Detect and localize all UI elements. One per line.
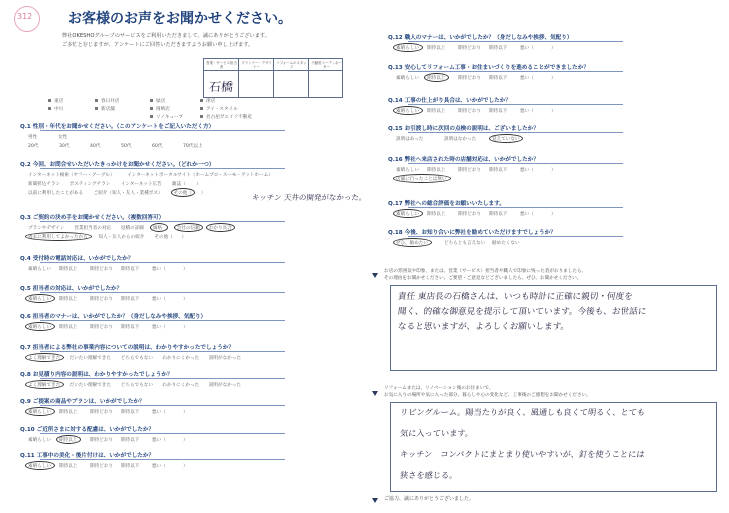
left_questions-q8-option[interactable]: よく理解できた <box>28 383 61 388</box>
staff-header: リフォームのスタッフ <box>276 61 307 70</box>
left_questions-q7-option[interactable]: 説明がなかった <box>208 356 241 361</box>
left_questions-q5-option[interactable]: 素晴らしい <box>28 297 51 302</box>
left_questions-q3-option[interactable]: 価格 <box>152 226 162 231</box>
left_questions-q10-underline <box>40 433 285 434</box>
shop-label: アイ・スタイル <box>206 107 238 112</box>
right_questions-q4-underline <box>408 132 623 133</box>
left_questions-q6-option[interactable]: 素晴らしい <box>28 325 51 330</box>
shop-checkbox[interactable] <box>150 99 153 102</box>
right_questions-q4-selected-mark <box>489 134 523 143</box>
left_questions-q11-label: Q.11 工事中の美化・後片付けは、いかがでしたか？ <box>20 453 155 459</box>
left_questions-q2-option[interactable]: その他（ <box>173 191 192 196</box>
left_questions-q2-option[interactable]: ポスティングチラシ <box>69 182 111 187</box>
comment1-prompt-1: お店の雰囲気や印象、または、営業（サービス）担当者や職人で印象に残った者がおりましたら、 <box>384 269 587 274</box>
left_questions-q6-option[interactable]: 悪い（ <box>152 325 166 330</box>
left_questions-q11-option[interactable]: 期待以下 <box>121 464 140 469</box>
left_questions-q9-option[interactable]: 期待どおり <box>90 410 113 415</box>
right_questions-q3-option[interactable]: 期待以下 <box>489 109 508 114</box>
left_questions-q3-option[interactable]: 知人・友人からの紹介 <box>98 235 145 240</box>
left_questions-q1-option[interactable]: 30代 <box>59 144 70 149</box>
left_questions-q3-option[interactable]: プランやデザイン <box>28 226 65 231</box>
left_questions-q6-selected-mark <box>25 322 55 331</box>
right_questions-q5-option[interactable]: 期待どおり <box>458 168 481 173</box>
staff-header-rule <box>203 70 343 71</box>
right_questions-q1-option[interactable]: 期待以下 <box>489 46 508 51</box>
right_questions-q3-option[interactable]: 期待以上 <box>427 109 446 114</box>
right_questions-q6-option[interactable]: 期待以上 <box>427 212 446 217</box>
left_questions-q2-option[interactable]: ） <box>200 191 206 196</box>
right_questions-q4-option[interactable]: 説明はなかった <box>444 137 477 142</box>
left_questions-q1-option[interactable]: 男性 <box>28 135 38 140</box>
shop-label: リノキューブ <box>156 115 183 120</box>
right_questions-q1-option[interactable]: 素晴らしい <box>396 46 419 51</box>
shop-label: 津店 <box>206 99 216 104</box>
left_questions-q1-option[interactable]: 20代 <box>28 144 39 149</box>
stamp-number: 312 <box>17 12 33 21</box>
left_questions-q4-underline <box>40 262 285 263</box>
left_questions-q3-option[interactable]: 過去に利用してよかったから <box>28 235 88 240</box>
left_questions-q4-option[interactable]: 期待以下 <box>121 267 140 272</box>
right_questions-q3-selected-mark <box>393 106 423 115</box>
right_questions-q7-selected-mark <box>393 238 432 247</box>
shop-label: 岡崎店 <box>156 107 170 112</box>
left_questions-q11-selected-mark <box>25 461 55 470</box>
staff-divider <box>238 58 239 98</box>
left_questions-q6-option[interactable]: 期待以下 <box>121 325 140 330</box>
left_questions-q3-selected-mark <box>174 223 204 232</box>
right_questions-q2-option[interactable]: ） <box>551 76 556 81</box>
right_questions-q2-selected-mark <box>424 73 449 82</box>
comment2-handwritten-line: 狭さを感じる。 <box>399 470 458 480</box>
shop-checkbox[interactable] <box>200 115 203 118</box>
left_questions-q10-option[interactable]: 悪い（ <box>152 438 166 443</box>
left_questions-q8-label: Q.8 お見積り内容の説明は、わかりやすかったでしょうか？ <box>20 372 173 378</box>
shop-checkbox[interactable] <box>48 99 51 102</box>
left_questions-q1-option[interactable]: 70代以上 <box>183 144 203 149</box>
left_questions-q7-label: Q.7 担当者による弊社の事業内容についての説明は、わかりやすかったでしょうか？ <box>20 345 234 351</box>
q2-other-handwritten: キッチン 天井の開発がなかった。 <box>251 193 367 202</box>
right_questions-q2-option[interactable]: 期待以上 <box>427 76 446 81</box>
left_questions-q6-option[interactable]: ） <box>183 325 188 330</box>
left_questions-q7-selected-mark <box>25 353 64 362</box>
right_questions-q6-selected-mark <box>393 209 423 218</box>
shop-label: 名古屋ガエイソ不動産 <box>206 115 252 120</box>
left_questions-q10-selected-mark <box>56 435 81 444</box>
left_questions-q11-option[interactable]: 素晴らしい <box>28 464 51 469</box>
comment2-prompt-1: リフォームまたは、リノベーション後のお住まいで、 <box>384 386 494 391</box>
staff-divider <box>273 58 274 98</box>
left_questions-q7-option[interactable]: どちらでもない <box>120 356 153 361</box>
staff-name-handwritten: 石橋 <box>208 80 234 94</box>
right_questions-q7-option[interactable]: どちらとも言えない <box>444 241 486 246</box>
left_questions-q2-option[interactable]: インターネットポータルサイト（ホームプロ・スーモ・アットホーム） <box>127 173 273 178</box>
right_questions-q7-option[interactable]: 勧めたくない <box>492 241 520 246</box>
left_questions-q2-option[interactable]: 新聞折込チラシ <box>28 182 61 187</box>
comment1-handwritten-line: 聞く、的確な御意見を提示して頂いています。今後も、お世話に <box>397 307 647 317</box>
left_questions-q10-label: Q.10 ご近所さまに対する配慮は、いかがでしたか？ <box>20 427 155 433</box>
left_questions-q8-option[interactable]: 説明がなかった <box>208 383 241 388</box>
right_questions-q5-option[interactable]: 悪い（ <box>520 168 534 173</box>
comment1-handwritten-line: なると思いますが、よろしくお願いします。 <box>397 322 570 332</box>
right_questions-q4-label: Q.15 お引渡し時に次回の点検の説明は、ございましたか？ <box>388 126 539 132</box>
right_questions-q3-option[interactable]: 悪い（ <box>520 109 534 114</box>
shop-label: 春日井店 <box>101 99 120 104</box>
right_questions-q1-underline <box>408 41 623 42</box>
left_questions-q3-selected-mark <box>206 223 236 232</box>
left_questions-q2-selected-mark <box>171 188 196 197</box>
right_questions-q5-option[interactable]: 素晴らしい <box>396 168 419 173</box>
right_questions-q3-option[interactable]: 素晴らしい <box>396 109 419 114</box>
left_questions-q2-option[interactable]: 雑誌（ <box>172 182 186 187</box>
left_questions-q4-option[interactable]: 期待以上 <box>59 267 78 272</box>
left_questions-q11-underline <box>40 459 285 460</box>
shop-label: 東店 <box>54 99 64 104</box>
right_questions-q1-label: Q.12 職人のマナーは、いかがでしたか？（身だしなみや挨拶、気配り） <box>388 35 573 41</box>
right_questions-q2-underline <box>408 71 623 72</box>
right_questions-q4-option[interactable]: 説明はあった <box>396 137 424 142</box>
comment2-handwritten-line: リビングルーム。陽当たりが良く、風通しも良くて明るく、とても <box>399 407 646 417</box>
right_questions-q7-option[interactable]: ぜひ、勧めたい <box>396 241 428 246</box>
left_questions-q6-option[interactable]: 期待どおり <box>90 325 113 330</box>
left_questions-q10-option[interactable]: 期待以下 <box>121 438 140 443</box>
left_questions-q5-option[interactable]: 悪い（ <box>152 297 166 302</box>
right_questions-q5-selected-mark <box>393 174 451 183</box>
right_questions-q1-option[interactable]: 悪い（ <box>520 46 534 51</box>
shop-checkbox[interactable] <box>150 107 153 110</box>
left_questions-q2-label: Q.2 今回、お問合せいただいたきっかけをお聞かせください。（どれか一つ） <box>20 162 215 168</box>
left_questions-q10-option[interactable]: 期待以上 <box>59 438 78 443</box>
right_questions-q7-underline <box>408 236 623 237</box>
left_questions-q5-option[interactable]: 期待以下 <box>121 297 140 302</box>
left_questions-q11-option[interactable]: 期待以上 <box>59 464 78 469</box>
left_questions-q7-option[interactable]: わかりにくかった <box>162 356 200 361</box>
right_questions-q6-option[interactable]: 悪い（ <box>520 212 534 217</box>
right_questions-q3-label: Q.14 工事の仕上がり具合は、いかがでしたか？ <box>388 98 511 104</box>
left_questions-q3-option[interactable]: おかり具合 <box>208 226 232 231</box>
left_questions-q5-option[interactable]: 期待どおり <box>90 297 113 302</box>
left_questions-q11-option[interactable]: ） <box>183 464 188 469</box>
left_questions-q3-option[interactable]: 会社の信頼 <box>176 226 200 231</box>
left_questions-q2-option[interactable]: インターネット検索（ヤフー・グーグル） <box>28 173 115 178</box>
right_questions-q3-option[interactable]: ） <box>551 109 556 114</box>
right_questions-q5-option[interactable]: 期待以上 <box>427 168 446 173</box>
staff-divider <box>308 58 309 98</box>
left_questions-q10-option[interactable]: ） <box>183 438 188 443</box>
staff-header: 不動産コーディネーター <box>311 61 342 70</box>
shop-checkbox[interactable] <box>95 99 98 102</box>
comment1-marker-icon <box>372 273 378 278</box>
shop-label: 新店舗 <box>101 107 115 112</box>
left_questions-q1-option[interactable]: 40代 <box>90 144 101 149</box>
left_questions-q2-option[interactable]: ご紹介（知人・友人・業種ボス） <box>93 191 163 196</box>
left_questions-q7-option[interactable]: だいたい理解できた <box>69 356 111 361</box>
left_questions-q9-label: Q.9 ご提案の商品やプランは、いかがでしたか？ <box>20 399 145 405</box>
right_questions-q2-option[interactable]: 期待どおり <box>458 76 481 81</box>
right_questions-q5-option[interactable]: ） <box>551 168 556 173</box>
left_questions-q4-option[interactable]: ） <box>183 267 188 272</box>
comment1-prompt-2: その理由をお聞かせください。ご要望・ご意見などございましたら、ぜひ、お聞かせください。 <box>384 276 582 281</box>
shop-label: 中川 <box>54 107 64 112</box>
left_questions-q7-option[interactable]: よく理解できた <box>28 356 61 361</box>
footer-marker-icon <box>372 498 378 503</box>
left_questions-q3-selected-mark <box>25 232 92 241</box>
shop-checkbox[interactable] <box>200 99 203 102</box>
comment2-prompt-2: お気に入りの場所や気に入った部分、暮らしや心の変化など、工事後のご感想をお聞かせください。 <box>384 393 591 398</box>
right_questions-q6-option[interactable]: 期待どおり <box>458 212 481 217</box>
left_questions-q1-underline <box>40 130 285 131</box>
shop-checkbox[interactable] <box>200 107 203 110</box>
left_questions-q4-option[interactable]: 悪い（ <box>152 267 166 272</box>
left_questions-q6-option[interactable]: 期待以上 <box>59 325 78 330</box>
right_questions-q7-label: Q.18 今後、お知り合いに弊社を勧めていただけますでしょうか？ <box>388 230 556 236</box>
right_questions-q2-option[interactable]: 素晴らしい <box>396 76 419 81</box>
left_questions-q8-selected-mark <box>25 380 64 389</box>
left_questions-q5-underline <box>40 292 285 293</box>
left_questions-q5-label: Q.5 担当者の対応は、いかがでしたか？ <box>20 286 123 292</box>
shop-checkbox[interactable] <box>48 107 51 110</box>
left_questions-q8-option[interactable]: どちらでもない <box>120 383 153 388</box>
right_questions-q3-option[interactable]: 期待どおり <box>458 109 481 114</box>
left_questions-q7-underline <box>40 351 285 352</box>
intro-line-1: 弊社OKESHOグループのサービスをご利用いただきまして、誠にありがとうございます。 <box>62 33 270 39</box>
comment2-handwritten-line: キッチン コンパクトにまとまり使いやすいが、釘を使うことには <box>399 449 646 459</box>
left_questions-q11-option[interactable]: 期待どおり <box>90 464 113 469</box>
left_questions-q4-option[interactable]: 素晴らしい <box>28 267 51 272</box>
right_questions-q1-option[interactable]: 期待以上 <box>427 46 446 51</box>
left_questions-q10-option[interactable]: 素晴らしい <box>28 438 51 443</box>
left_questions-q4-label: Q.4 受付時の電話対応は、いかがでしたか？ <box>20 256 134 262</box>
right_questions-q2-option[interactable]: 期待以下 <box>489 76 508 81</box>
left_questions-q1-option[interactable]: 60代 <box>152 144 163 149</box>
left_questions-q3-option[interactable]: 見積の詳細 <box>120 226 144 231</box>
right_questions-q5-option[interactable]: 店舗に行ったことは無い <box>396 177 447 182</box>
left_questions-q3-option[interactable]: ） <box>181 235 187 240</box>
right_questions-q1-option[interactable]: ） <box>551 46 556 51</box>
left_questions-q9-underline <box>40 405 285 406</box>
right_questions-q1-option[interactable]: 期待どおり <box>458 46 481 51</box>
left_questions-q2-underline <box>40 168 285 169</box>
left_questions-q5-option[interactable]: 期待以上 <box>59 297 78 302</box>
left_questions-q2-option[interactable]: 以前に利用したことがある <box>28 191 84 196</box>
left_questions-q5-option[interactable]: ） <box>183 297 188 302</box>
left_questions-q3-option[interactable]: その他（ <box>154 235 173 240</box>
left_questions-q5-selected-mark <box>25 294 55 303</box>
shop-checkbox[interactable] <box>95 107 98 110</box>
staff-header: 営業・サービス担当者 <box>206 61 237 70</box>
left_questions-q6-label: Q.6 担当者のマナーは、いかがでしたか？（身だしなみや挨拶、気配り） <box>20 314 207 320</box>
left_questions-q8-option[interactable]: わかりにくかった <box>162 383 200 388</box>
comment2-marker-icon <box>372 391 378 396</box>
left_questions-q1-option[interactable]: 50代 <box>121 144 132 149</box>
intro-line-2: ご多忙と存じますが、アンケートにご回答いただきますようお願い申し上げます。 <box>62 42 254 48</box>
left_questions-q8-option[interactable]: だいたい理解できた <box>69 383 111 388</box>
right_questions-q6-option[interactable]: ） <box>551 212 556 217</box>
right_questions-q2-option[interactable]: 悪い（ <box>520 76 534 81</box>
right_questions-q5-label: Q.16 弊社へ来店された時の店舗対応は、いかがでしたか？ <box>388 157 539 163</box>
left_questions-q2-option[interactable]: インターネット広告 <box>120 182 162 187</box>
left_questions-q9-option[interactable]: 悪い（ <box>152 410 166 415</box>
left_questions-q9-option[interactable]: 期待以上 <box>59 410 78 415</box>
left_questions-q1-label: Q.1 性別・年代をお聞かせください。（このアンケートをご記入いただく方） <box>20 124 215 130</box>
left_questions-q9-selected-mark <box>25 407 55 416</box>
left_questions-q3-underline <box>40 221 285 222</box>
left_questions-q3-selected-mark <box>150 223 168 232</box>
comment1-handwritten-line: 責任 東店長の石橋さんは、いつも時計に正確に親切・何度を <box>397 292 634 302</box>
left_questions-q3-label: Q.3 ご契約の決め手をお聞かせください。（複数回答可） <box>20 215 165 221</box>
left_questions-q8-underline <box>40 378 285 379</box>
left_questions-q9-option[interactable]: 期待以下 <box>121 410 140 415</box>
shop-checkbox[interactable] <box>150 115 153 118</box>
left_questions-q2-option[interactable]: ） <box>196 182 201 187</box>
shop-label: 緑店 <box>156 99 166 104</box>
right_questions-q6-label: Q.17 弊社への総合評価をお願いいたします。 <box>388 201 505 207</box>
right_questions-q6-option[interactable]: 素晴らしい <box>396 212 419 217</box>
right_questions-q5-underline <box>408 163 623 164</box>
right_questions-q1-selected-mark <box>393 43 423 52</box>
right_questions-q4-option[interactable]: 覚えていない <box>492 137 520 142</box>
left_questions-q9-option[interactable]: ） <box>183 410 188 415</box>
left_questions-q1-option[interactable]: 女性 <box>58 135 68 140</box>
left_questions-q11-option[interactable]: 悪い（ <box>152 464 166 469</box>
left_questions-q6-underline <box>40 320 285 321</box>
left_questions-q3-option[interactable]: 営業担当者の対応 <box>74 226 112 231</box>
footer-thanks: ご協力、誠にありがとうございました。 <box>384 496 475 502</box>
staff-header: プランナー・デザイナー <box>241 61 272 70</box>
comment2-handwritten-line: 気に入っています。 <box>399 428 474 438</box>
left_questions-q9-option[interactable]: 素晴らしい <box>28 410 51 415</box>
right_questions-q3-underline <box>408 104 623 105</box>
left_questions-q10-option[interactable]: 期待どおり <box>90 438 113 443</box>
right_questions-q2-label: Q.13 安心してリフォーム工事・お住まいづくりを進めることができましたか？ <box>388 65 589 71</box>
right_questions-q6-option[interactable]: 期待以下 <box>489 212 508 217</box>
right_questions-q5-option[interactable]: 期待以下 <box>489 168 508 173</box>
left_questions-q4-option[interactable]: 期待どおり <box>90 267 113 272</box>
right_questions-q6-underline <box>408 207 623 208</box>
page-title: お客様のお声をお聞かせください。 <box>68 11 292 27</box>
